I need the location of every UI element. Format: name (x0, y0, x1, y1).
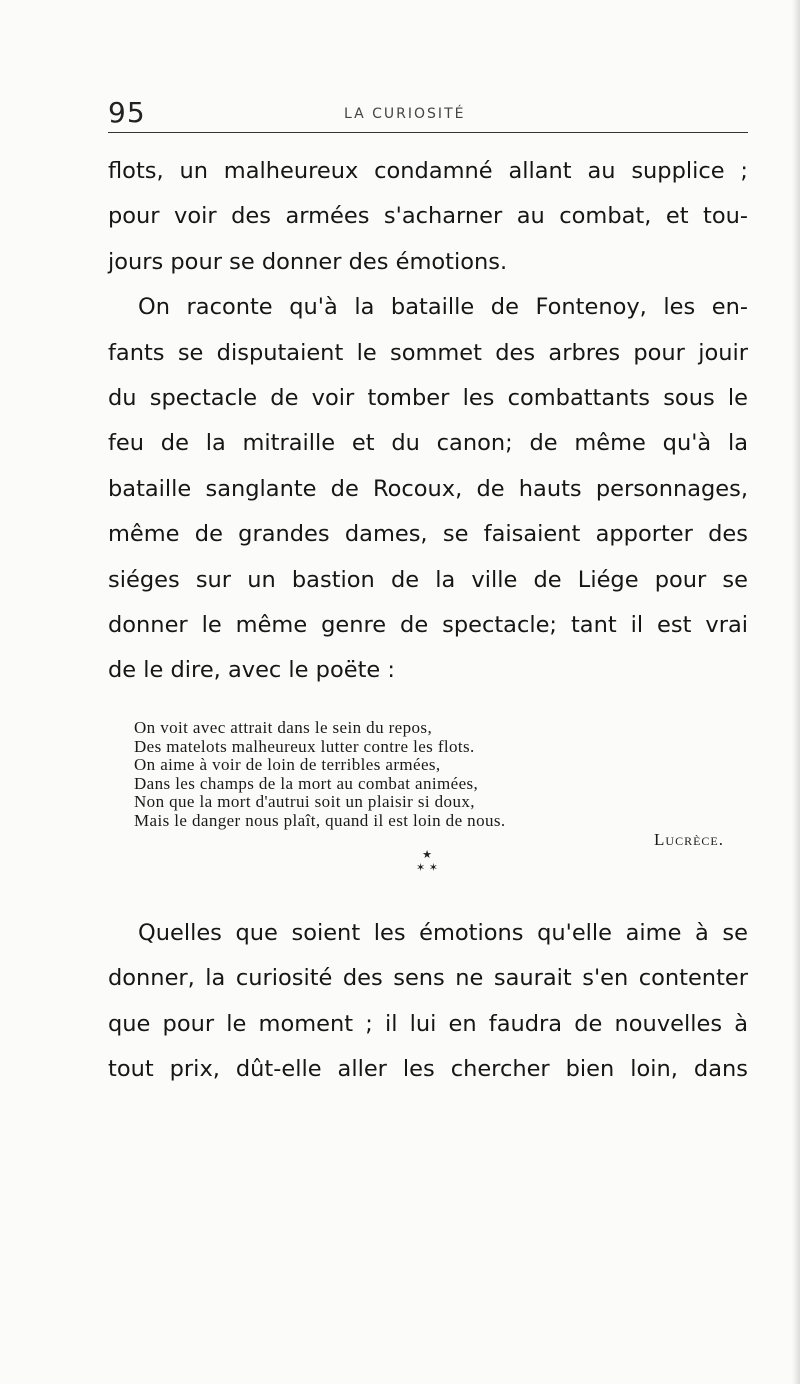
text-line: flots, un malheureux condamné allant au supplice ; (108, 158, 748, 184)
poem-author: Lucrèce. (654, 829, 724, 849)
text-line: pour voir des armées s'acharner au combat, et tou- (108, 203, 748, 230)
body-text-bottom (108, 911, 748, 1093)
poem-verse: Dans les champs de la mort au combat animées, (134, 773, 479, 793)
asterism-separator (412, 848, 442, 882)
poem-verse: On voit avec attrait dans le sein du repos, (134, 718, 433, 737)
text-line: jours pour se donner des émotions. (108, 248, 508, 275)
text-line: fants se disputaient le sommet des arbres pour jouir (108, 339, 748, 366)
running-title: LA CURIOSITÉ (344, 106, 466, 122)
poem-verse: On aime à voir de loin de terribles armées, (134, 755, 441, 775)
poem-verse: Non que la mort d'autrui soit un plaisir si doux, (134, 792, 475, 812)
page-edge-shadow (792, 0, 800, 1384)
poem-quotation (134, 719, 738, 849)
asterism-bottom-stars: ✶ ✶ (416, 861, 438, 874)
text-line: bataille sanglante de Rocoux, de hauts personnages, (108, 475, 748, 502)
text-line: du spectacle de voir tomber les combattants sous le (108, 384, 748, 411)
text-line: Quelles que soient les émotions qu'elle aime à se (138, 920, 748, 946)
text-line: donner, la curiosité des sens ne saurait s'en contenter (108, 965, 748, 992)
text-line: On raconte qu'à la bataille de Fontenoy, les en- (138, 294, 748, 321)
page-header (108, 98, 748, 133)
text-line: siéges sur un bastion de la ville de Liége pour se (108, 566, 748, 593)
text-line: donner le même genre de spectacle; tant il est vrai (108, 611, 748, 638)
text-line: feu de la mitraille et du canon; de même qu'à la (108, 430, 748, 457)
text-line: même de grandes dames, se faisaient apporter des (108, 521, 748, 548)
page-number: 95 (108, 96, 146, 129)
text-line: tout prix, dût-elle aller les chercher bien loin, dans (108, 1056, 748, 1083)
poem-verse: Des matelots malheureux lutter contre les flots. (134, 736, 475, 756)
text-line: de le dire, avec le poëte : (108, 657, 395, 684)
poem-verse: Mais le danger nous plaît, quand il est loin de nous. (134, 810, 506, 830)
text-line: que pour le moment ; il lui en faudra de nouvelles à (108, 1010, 748, 1037)
body-text-top (108, 149, 748, 694)
asterism-top-star: ★ (422, 848, 432, 861)
